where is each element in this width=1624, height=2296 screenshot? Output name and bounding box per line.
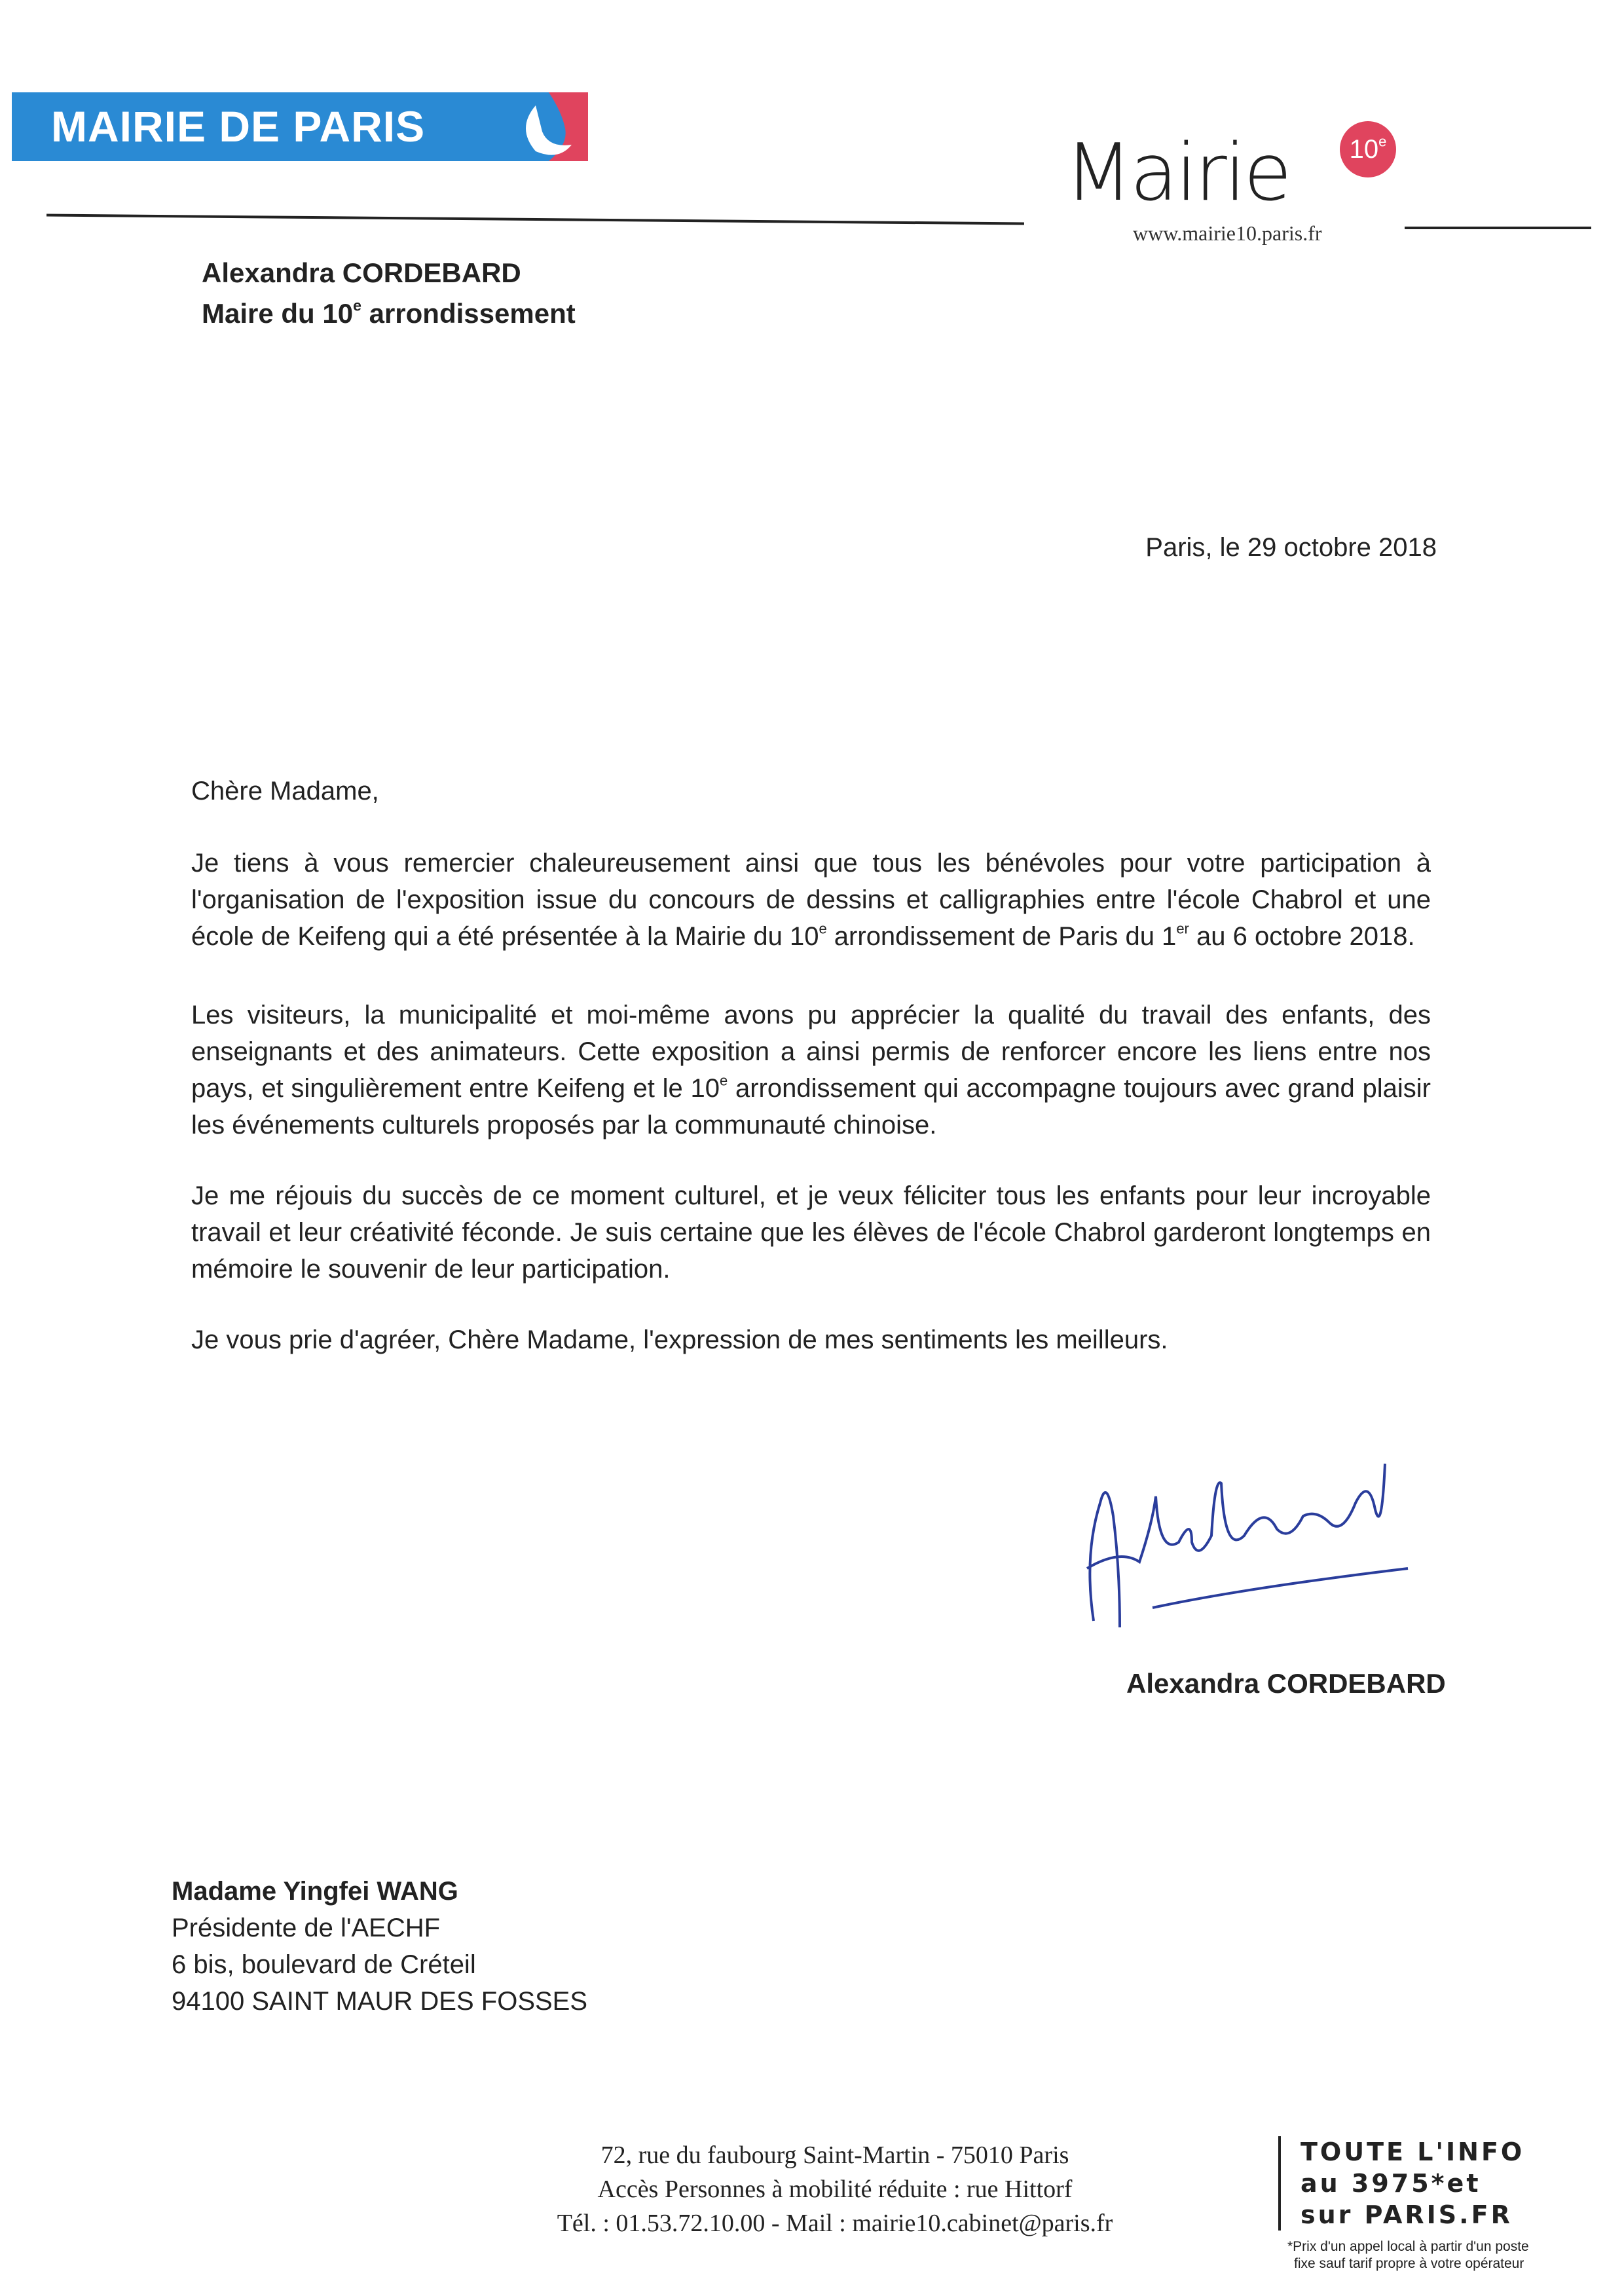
handwritten-signature	[1080, 1437, 1414, 1634]
paragraph-4: Je vous prie d'agréer, Chère Madame, l'expression de mes sentiments les meilleurs.	[191, 1325, 1168, 1354]
arrondissement-badge: 10e	[1340, 121, 1396, 177]
recipient-address	[172, 1873, 587, 2020]
mairie-10-logo	[1065, 128, 1405, 249]
paragraph-3: Je me réjouis du succès de ce moment culturel, et je veux féliciter tous les enfants pour leur incroyable travail et leur créativité féconde. Je suis certaine que les élèves de l'école Chabrol garderont longtemps en mémoire le souvenir de leur participation.	[191, 1181, 1431, 1284]
recipient-name: Madame Yingfei WANG	[172, 1877, 458, 1906]
brand-name: MAIRIE DE PARIS	[51, 102, 426, 151]
paragraph-2: Les visiteurs, la municipalité et moi-même avons pu apprécier la qualité du travail des enfants, des enseignants et des animateurs. Cette exposition a ainsi permis de renforcer encore les liens entre nos pays, et singulièrement entre Keifeng et le 10e arrondissement qui accompagne toujours avec grand plaisir les événements culturels proposés par la communauté chinoise.	[191, 1001, 1431, 1139]
footer-line: 72, rue du faubourg Saint-Martin - 75010 Paris	[600, 2141, 1069, 2169]
sender-name: Alexandra CORDEBARD	[202, 257, 521, 288]
signatory-name: Alexandra CORDEBARD	[1126, 1668, 1446, 1699]
sender-block	[202, 253, 576, 334]
mairie-de-paris-logo	[12, 92, 588, 161]
recipient-title: Présidente de l'AECHF	[172, 1914, 441, 1942]
info-footnote	[1287, 2238, 1529, 2272]
letter-body	[191, 773, 1431, 1358]
footnote-line: *Prix d'un appel local à partir d'un poste	[1287, 2239, 1529, 2254]
footer-address	[458, 2138, 1211, 2240]
footnote-line: fixe sauf tarif propre à votre opérateur	[1294, 2256, 1524, 2271]
website-url: www.mairie10.paris.fr	[1133, 221, 1322, 245]
footer-line: Accès Personnes à mobilité réduite : rue Hittorf	[597, 2176, 1073, 2203]
info-line: TOUTE L'INFO	[1301, 2138, 1525, 2166]
header-divider-right	[1405, 227, 1591, 229]
sender-title: Maire du 10e arrondissement	[202, 297, 576, 329]
salutation: Chère Madame,	[191, 777, 379, 805]
logo-word: Mairie	[1065, 128, 1289, 219]
header-divider	[46, 213, 1024, 225]
info-line: au 3975*et	[1301, 2169, 1481, 2198]
paragraph-1: Je tiens à vous remercier chaleureusement ainsi que tous les bénévoles pour votre participation à l'organisation de l'exposition issue du concours de dessins et calligraphies entre l'école Chabrol et une école de Keifeng qui a été présentée à la Mairie du 10e arrondissement de Paris du 1er au 6 octobre 2018.	[191, 849, 1431, 951]
info-box	[1278, 2136, 1524, 2231]
recipient-street: 6 bis, boulevard de Créteil	[172, 1950, 476, 1979]
info-line: sur PARIS.FR	[1301, 2200, 1513, 2229]
letter-date: Paris, le 29 octobre 2018	[1145, 533, 1437, 562]
footer-contact: Tél. : 01.53.72.10.00 - Mail : mairie10.cabinet@paris.fr	[557, 2210, 1113, 2237]
recipient-city: 94100 SAINT MAUR DES FOSSES	[172, 1987, 588, 2016]
paris-emblem-icon	[509, 92, 588, 161]
